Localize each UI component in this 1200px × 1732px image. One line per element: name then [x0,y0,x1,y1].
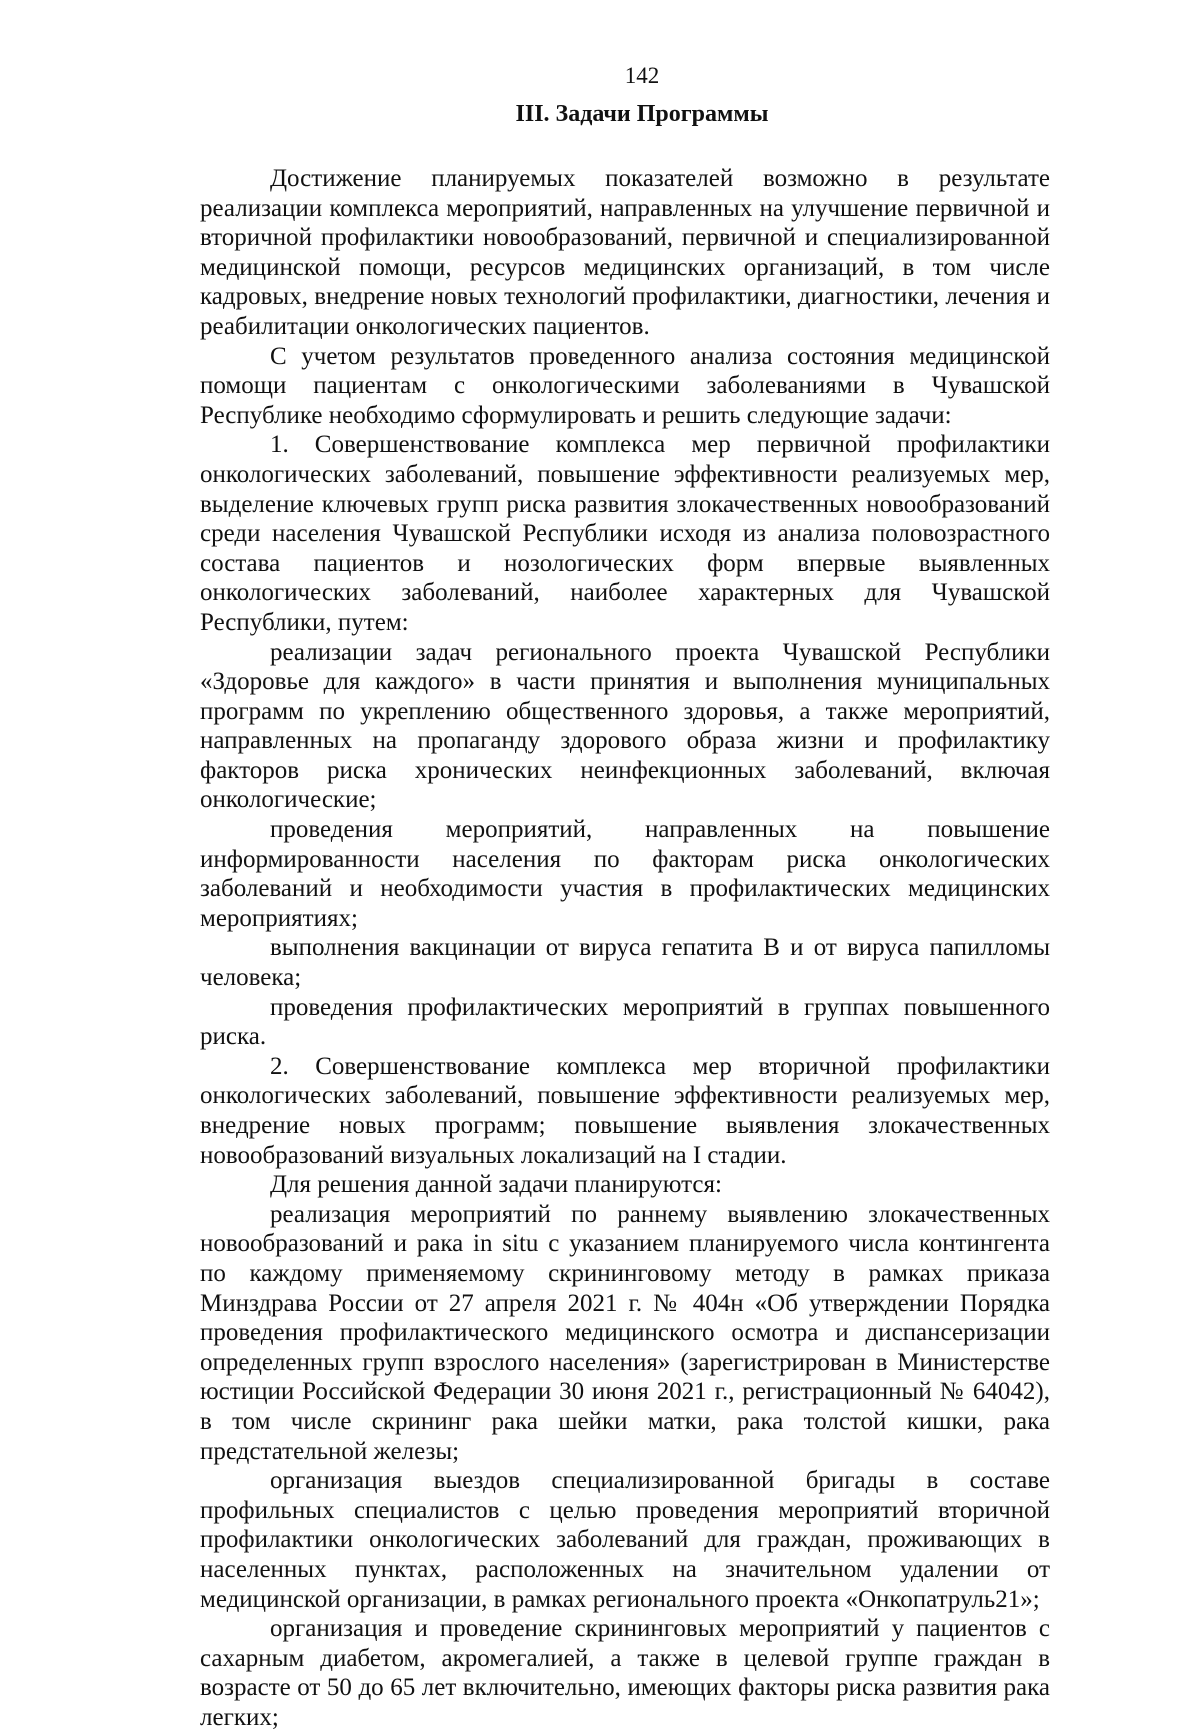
paragraph-task-2-item-diabetes: организация и проведение скрининговых мероприятий у пациентов с сахарным диабетом, акромегалией, а также в целевой группе граждан в возрасте от 50 до 65 лет включительно, имеющих факторы риска развития рака легких; [200,1615,1050,1731]
paragraph-task-2-item-screening: реализация мероприятий по раннему выявлению злокачественных новообразований и рака in situ с указанием планируемого числа контингента по каждому применяемому скрининговому методу в рамках приказа Минздрава России от 27 апреля 2021 г. № 404н «Об утверждении Порядка проведения профилактического медицинского осмотра и диспансеризации определенных групп взрослого населения» (зарегистрирован в Министерстве юстиции Российской Федерации 30 июня 2021 г., регистрационный № 64042), в том числе скрининг рака шейки матки, рака толстой кишки, рака предстательной железы; [200,1200,1050,1465]
paragraph-task-1-item-project: реализации задач регионального проекта Чувашской Республики «Здоровье для каждого» в части принятия и выполнения муниципальных программ по укреплению общественного здоровья, а также мероприятий, направленных на пропаганду здорового образа жизни и профилактику факторов риска хронических неинфекционных заболеваний, включая онкологические; [200,638,1050,814]
paragraph-task-1-item-risk-groups: проведения профилактических мероприятий в группах повышенного риска. [200,993,1050,1051]
page-number: 142 [624,63,660,88]
paragraph-task-2-item-brigade: организация выездов специализированной бригады в составе профильных специалистов с целью проведения мероприятий вторичной профилактики онкологических заболеваний для граждан, проживающих в населенных пунктах, расположенных на значительном удалении от медицинской организации, в рамках регионального проекта «Онкопатруль21»; [200,1467,1050,1613]
paragraph-task-1-item-awareness: проведения мероприятий, направленных на повышение информированности населения по факторам риска онкологических заболеваний и необходимости участия в профилактических медицинских мероприятиях; [200,816,1050,932]
paragraph-task-2-lead: Для решения данной задачи планируются: [270,1171,722,1199]
paragraph-intro: Достижение планируемых показателей возможно в результате реализации комплекса мероприятий, направленных на улучшение первичной и вторичной профилактики новообразований, первичной и специализированной медицинской помощи, ресурсов медицинских организаций, в том числе кадровых, внедрение новых технологий профилактики, диагностики, лечения и реабилитации онкологических пациентов. [200,165,1050,340]
section-title: III. Задачи Программы [515,101,769,127]
paragraph-tasks-lead: С учетом результатов проведенного анализа состояния медицинской помощи пациентам с онкологическими заболеваниями в Чувашской Республике необходимо сформулировать и решить следующие задачи: [200,342,1050,429]
paragraph-task-1: 1. Совершенствование комплекса мер первичной профилактики онкологических заболеваний, повышение эффективности реализуемых мер, выделение ключевых групп риска развития злокачественных новообразований среди населения Чувашской Республики исходя из анализа половозрастного состава пациентов и нозологических форм впервые выявленных онкологических заболеваний, наиболее характерных для Чувашской Республики, путем: [200,431,1050,636]
paragraph-task-1-item-vaccination: выполнения вакцинации от вируса гепатита В и от вируса папилломы человека; [200,934,1050,992]
paragraph-task-2: 2. Совершенствование комплекса мер вторичной профилактики онкологических заболеваний, повышение эффективности реализуемых мер, внедрение новых программ; повышение выявления злокачественных новообразований визуальных локализаций на I стадии. [200,1052,1050,1169]
document-page [200,60,1050,1732]
